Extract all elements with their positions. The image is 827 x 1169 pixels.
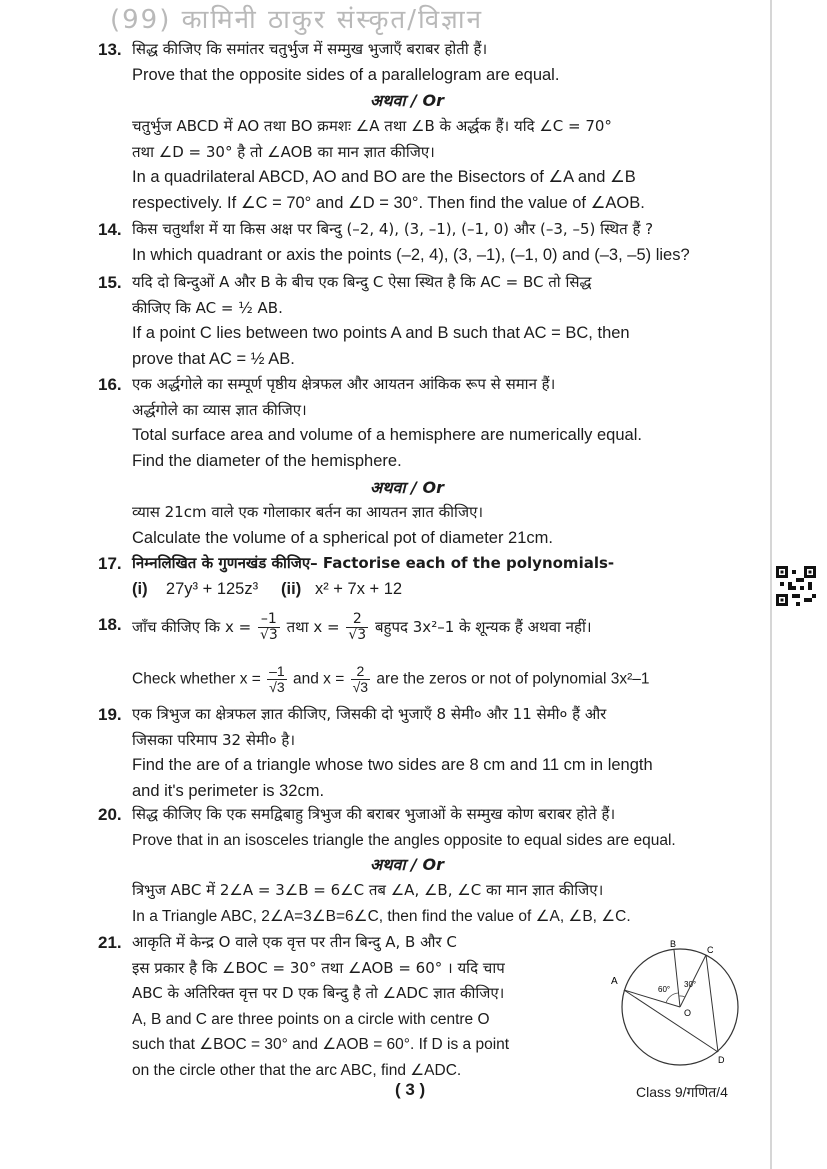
question-14: [98, 217, 738, 268]
text-segment: are the zeros or not of polynomial 3x²–1: [376, 670, 650, 688]
question-text: तथा ∠D = 30° है तो ∠AOB का मान ज्ञात कीजिए।: [132, 142, 435, 161]
question-text: If a point C lies between two points A and B such that AC = BC, then: [132, 324, 630, 342]
qr-code-icon: [776, 566, 816, 606]
question-17: [98, 551, 738, 602]
fraction-numerator: –1: [269, 663, 285, 679]
question-text: [132, 664, 738, 695]
class-label: Class 9/गणित/4: [636, 1084, 728, 1100]
question-16: [98, 372, 738, 474]
angle-label-30: 30°: [684, 980, 697, 989]
question-number: 14.: [98, 220, 122, 239]
or-label: अथवा / Or: [370, 91, 444, 110]
question-text: prove that AC = ½ AB.: [132, 349, 295, 368]
question-text: Find the diameter of the hemisphere.: [132, 451, 402, 470]
question-text: अर्द्धगोले का व्यास ज्ञात कीजिए।: [132, 400, 307, 419]
angle-arc-30: [679, 996, 685, 997]
question-text: on the circle other that the arc ABC, find ∠ADC.: [132, 1061, 462, 1079]
question-parts: [132, 577, 738, 603]
label-C: C: [707, 945, 714, 955]
label-D: D: [718, 1055, 725, 1065]
question-text: respectively. If ∠C = 70° and ∠D = 30°. Then find the value of ∠AOB.: [132, 193, 645, 212]
question-text: कीजिए कि AC = ½ AB.: [132, 298, 283, 317]
segment-CD: [706, 955, 718, 1052]
or-label: अथवा / Or: [370, 855, 444, 874]
segment-BO: [674, 950, 680, 1007]
question-20-alt: [98, 878, 738, 929]
label-B: B: [670, 940, 677, 949]
circle-figure: [600, 940, 750, 1075]
label-A: A: [611, 976, 618, 987]
fraction-numerator: 2: [346, 612, 368, 628]
question-text: ABC के अतिरिक्त वृत्त पर D एक बिन्दु है तो ∠ADC ज्ञात कीजिए।: [132, 984, 505, 1002]
question-text: व्यास 21cm वाले एक गोलाकार बर्तन का आयतन ज्ञात कीजिए।: [132, 503, 484, 521]
fraction-denominator: √3: [259, 627, 278, 643]
question-text: इस प्रकार है कि ∠BOC = 30° तथा ∠AOB = 60° । यदि चाप: [132, 958, 505, 977]
question-13-alt: [98, 114, 738, 216]
question-text: किस चतुर्थांश में या किस अक्ष पर बिन्दु (–2, 4), (3, –1), (–1, 0) और (–3, –5) स्थित हैं ?: [132, 220, 654, 238]
question-21: [98, 930, 568, 1083]
question-text: निम्नलिखित के गुणनखंड कीजिए– Factorise each of the polynomials-: [132, 554, 615, 572]
question-text: [132, 612, 738, 643]
question-text: सिद्ध कीजिए कि समांतर चतुर्भुज में सम्मुख भुजाएँ बराबर होती हैं।: [132, 40, 488, 58]
question-number: 18.: [98, 615, 122, 634]
or-label: अथवा / Or: [370, 478, 444, 497]
question-20: [98, 802, 738, 853]
part-expression: 27y³ + 125z³: [165, 579, 259, 598]
question-text: एक त्रिभुज का क्षेत्रफल ज्ञात कीजिए, जिसकी दो भुजाएँ 8 सेमी० और 11 सेमी० हैं और: [132, 705, 607, 723]
segment-AD: [624, 990, 718, 1052]
question-text: and it's perimeter is 32cm.: [132, 781, 325, 800]
question-19: [98, 702, 738, 804]
text-segment: जाँच कीजिए कि x =: [132, 618, 252, 636]
fraction: [258, 612, 280, 643]
question-text: यदि दो बिन्दुओं A और B के बीच एक बिन्दु C ऐसा स्थित है कि AC = BC तो सिद्ध: [132, 273, 592, 291]
question-text: सिद्ध कीजिए कि एक समद्विबाहु त्रिभुज की बराबर भुजाओं के सम्मुख कोण बराबर होते हैं।: [132, 805, 616, 823]
question-text: जिसका परिमाप 32 सेमी० है।: [132, 730, 296, 749]
question-text: एक अर्द्धगोले का सम्पूर्ण पृष्ठीय क्षेत्रफल और आयतन आंकिक रूप से समान हैं।: [132, 375, 556, 393]
fraction: [346, 612, 368, 643]
text-segment: and x =: [293, 670, 345, 688]
text-segment: Check whether x =: [132, 670, 261, 688]
question-number: 17.: [98, 554, 122, 573]
fraction-numerator: 2: [351, 664, 370, 680]
question-number: 19.: [98, 705, 122, 724]
fraction: [351, 664, 370, 695]
question-18-english: [98, 664, 738, 695]
angle-arc-60: [666, 993, 678, 1003]
part-label: (i): [132, 579, 148, 598]
part-expression: x² + 7x + 12: [314, 579, 403, 598]
question-number: 20.: [98, 805, 122, 824]
part-label: (ii): [281, 579, 302, 598]
question-15: [98, 270, 738, 372]
fraction: [267, 664, 287, 695]
question-16-alt: [98, 500, 738, 551]
question-text: such that ∠BOC = 30° and ∠AOB = 60°. If D is a point: [132, 1036, 510, 1053]
question-number: 13.: [98, 40, 122, 59]
header-scribble: (99) कामिनी ठाकुर संस्कृत/विज्ञान: [110, 5, 484, 35]
question-number: 15.: [98, 273, 122, 292]
text-segment: तथा x =: [286, 618, 340, 636]
question-text: In a Triangle ABC, 2∠A=3∠B=6∠C, then find the value of ∠A, ∠B, ∠C.: [132, 907, 631, 925]
segment-AO: [624, 990, 680, 1007]
question-text: Find the are of a triangle whose two sides are 8 cm and 11 cm in length: [132, 756, 653, 774]
question-text: त्रिभुज ABC में 2∠A = 3∠B = 6∠C तब ∠A, ∠B, ∠C का मान ज्ञात कीजिए।: [132, 881, 604, 899]
fraction-denominator: √3: [269, 679, 285, 695]
page-number: ( 3 ): [395, 1080, 426, 1099]
question-text: Prove that in an isosceles triangle the angles opposite to equal sides are equal.: [132, 831, 676, 849]
text-segment: बहुपद 3x²–1 के शून्यक हैं अथवा नहीं।: [374, 618, 592, 636]
question-number: 16.: [98, 375, 122, 394]
question-13: [98, 37, 738, 88]
fraction-numerator: –1: [258, 612, 280, 628]
question-text: चतुर्भुज ABCD में AO तथा BO क्रमशः ∠A तथा ∠B के अर्द्धक हैं। यदि ∠C = 70°: [132, 117, 612, 135]
label-O: O: [684, 1008, 692, 1018]
angle-label-60: 60°: [658, 985, 671, 994]
page-edge: [770, 0, 772, 1169]
question-text: Total surface area and volume of a hemisphere are numerically equal.: [132, 426, 642, 444]
question-text: In a quadrilateral ABCD, AO and BO are the Bisectors of ∠A and ∠B: [132, 168, 636, 186]
question-text: In which quadrant or axis the points (–2, 4), (3, –1), (–1, 0) and (–3, –5) lies?: [132, 245, 690, 264]
question-text: आकृति में केन्द्र O वाले एक वृत्त पर तीन बिन्दु A, B और C: [132, 933, 457, 951]
question-text: Calculate the volume of a spherical pot of diameter 21cm.: [132, 528, 553, 547]
question-number: 21.: [98, 933, 122, 952]
question-18: [98, 612, 738, 643]
fraction-denominator: √3: [348, 627, 367, 643]
question-text: A, B and C are three points on a circle with centre O: [132, 1010, 490, 1028]
fraction-denominator: √3: [352, 679, 369, 695]
question-text: Prove that the opposite sides of a parallelogram are equal.: [132, 65, 560, 84]
